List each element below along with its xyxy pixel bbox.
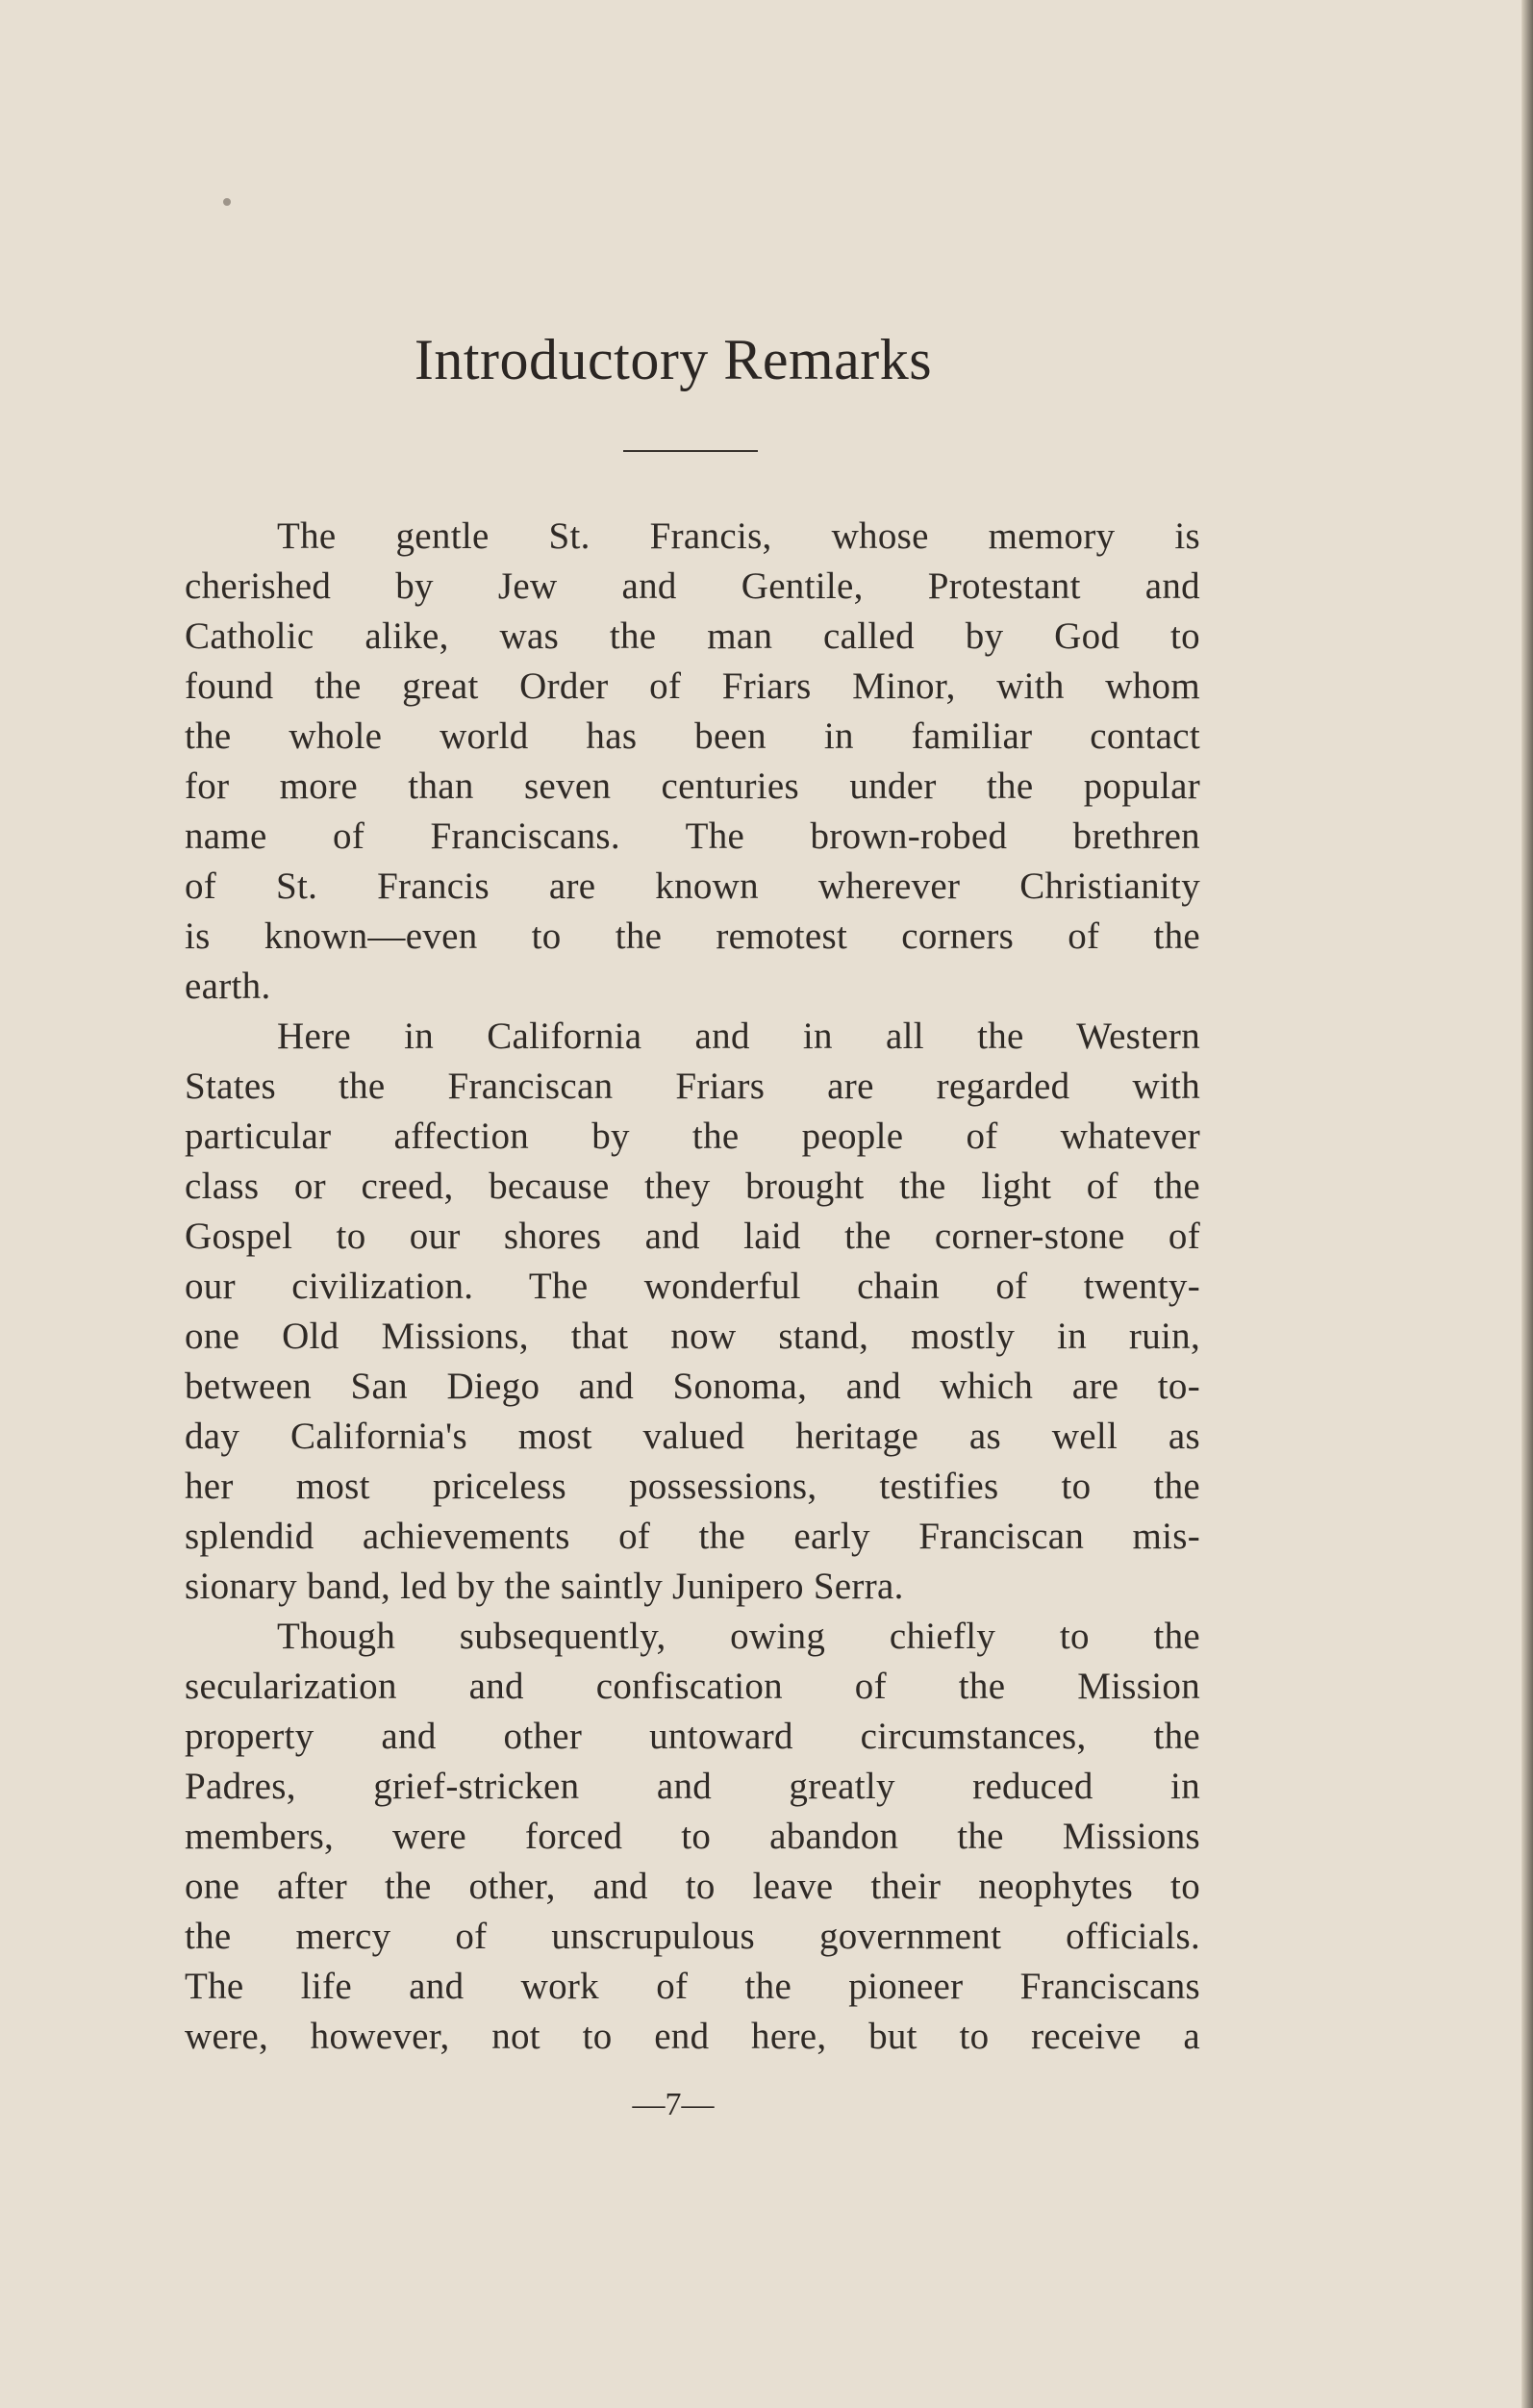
text-line: for more than seven centuries under the popular <box>185 765 1200 807</box>
text-line: The gentle St. Francis, whose memory is <box>277 515 1200 557</box>
page-title: Introductory Remarks <box>414 328 933 391</box>
text-line: The life and work of the pioneer Franciscans <box>185 1966 1200 2007</box>
text-line: our civilization. The wonderful chain of twenty- <box>185 1266 1200 1307</box>
text-line: Here in California and in all the Western <box>277 1016 1200 1057</box>
text-line: between San Diego and Sonoma, and which are to- <box>185 1366 1200 1407</box>
text-line: one after the other, and to leave their neophytes to <box>185 1866 1200 1907</box>
text-line: one Old Missions, that now stand, mostly in ruin, <box>185 1316 1200 1357</box>
text-line: the whole world has been in familiar contact <box>185 715 1200 757</box>
text-line: Though subsequently, owing chiefly to the <box>277 1616 1200 1657</box>
text-line: earth. <box>185 966 271 1007</box>
text-line: class or creed, because they brought the light of the <box>185 1166 1200 1207</box>
text-line: sionary band, led by the saintly Junipero Serra. <box>185 1566 904 1607</box>
text-line: members, were forced to abandon the Missions <box>185 1816 1200 1857</box>
text-line: is known—even to the remotest corners of the <box>185 916 1200 957</box>
text-line: splendid achievements of the early Franciscan mis- <box>185 1516 1200 1557</box>
text-line: cherished by Jew and Gentile, Protestant and <box>185 565 1200 607</box>
text-line: secularization and confiscation of the Mission <box>185 1666 1200 1707</box>
text-line: particular affection by the people of whatever <box>185 1116 1200 1157</box>
text-line: were, however, not to end here, but to receive a <box>185 2016 1200 2057</box>
text-line: day California's most valued heritage as well as <box>185 1416 1200 1457</box>
text-line: her most priceless possessions, testifies to the <box>185 1466 1200 1507</box>
text-line: the mercy of unscrupulous government officials. <box>185 1916 1200 1957</box>
text-line: Gospel to our shores and laid the corner-stone of <box>185 1216 1200 1257</box>
text-line: Padres, grief-stricken and greatly reduced in <box>185 1766 1200 1807</box>
body-text <box>185 512 1200 2062</box>
text-line: found the great Order of Friars Minor, with whom <box>185 665 1200 707</box>
text-line: property and other untoward circumstances, the <box>185 1716 1200 1757</box>
title-rule-divider <box>623 450 758 452</box>
page-edge-shadow <box>1521 0 1533 2408</box>
text-line: of St. Francis are known wherever Christianity <box>185 865 1200 907</box>
text-line: States the Franciscan Friars are regarded with <box>185 1066 1200 1107</box>
text-line: Catholic alike, was the man called by God to <box>185 615 1200 657</box>
page-number: —7— <box>632 2087 715 2122</box>
paper-speck <box>223 198 231 206</box>
text-line: name of Franciscans. The brown-robed brethren <box>185 815 1200 857</box>
